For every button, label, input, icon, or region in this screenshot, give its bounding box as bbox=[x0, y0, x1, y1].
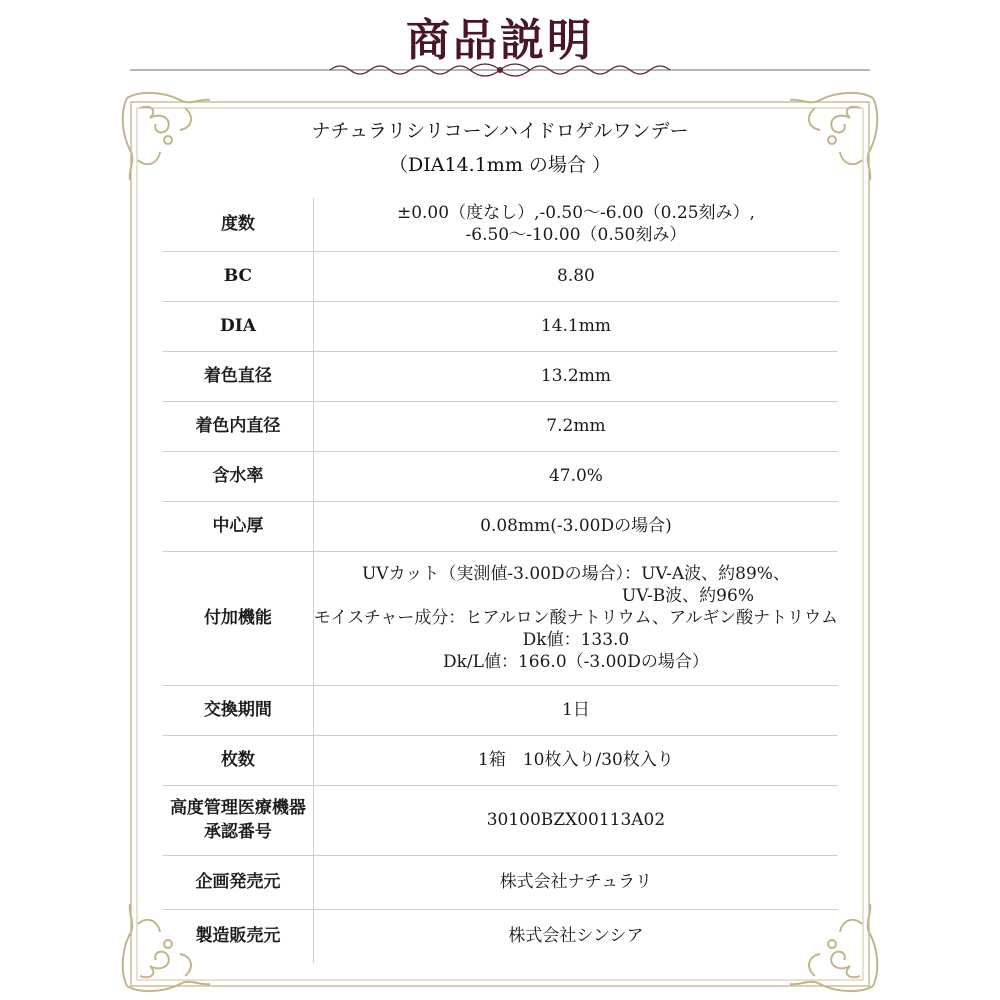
spec-row-replacement bbox=[163, 685, 838, 735]
spec-value: 30100BZX00113A02 bbox=[313, 785, 838, 855]
spec-label: 含水率 bbox=[163, 451, 313, 501]
spec-value: ±0.00（度なし）,-0.50〜-6.00（0.25刻み）, -6.50〜-10.00（0.50刻み） bbox=[396, 203, 755, 246]
spec-value: 13.2mm bbox=[313, 351, 838, 401]
product-heading bbox=[0, 114, 1000, 182]
spec-row-distributor bbox=[163, 855, 838, 909]
spec-value: 1日 bbox=[313, 685, 838, 735]
spec-value: 株式会社ナチュラリ bbox=[313, 855, 838, 909]
spec-row-bc bbox=[163, 251, 838, 301]
spec-row-inner-diameter bbox=[163, 401, 838, 451]
spec-value: 株式会社シンシア bbox=[313, 909, 838, 963]
spec-table bbox=[163, 198, 838, 963]
spec-label: 付加機能 bbox=[163, 551, 313, 685]
spec-label: 着色内直径 bbox=[163, 401, 313, 451]
spec-label: 製造販売元 bbox=[163, 909, 313, 963]
spec-label: BC bbox=[163, 251, 313, 301]
spec-row-center-thickness bbox=[163, 501, 838, 551]
spec-label: 企画発売元 bbox=[163, 855, 313, 909]
product-name: ナチュラリシリコーンハイドロゲルワンデー bbox=[311, 120, 689, 142]
spec-value: 7.2mm bbox=[313, 401, 838, 451]
spec-row-water-content bbox=[163, 451, 838, 501]
spec-value: 0.08mm(-3.00Dの場合) bbox=[313, 501, 838, 551]
spec-row-colored-diameter bbox=[163, 351, 838, 401]
spec-label: 枚数 bbox=[163, 735, 313, 785]
spec-row-approval-number bbox=[163, 785, 838, 855]
spec-label: 中心厚 bbox=[163, 501, 313, 551]
spec-label: 着色直径 bbox=[163, 351, 313, 401]
spec-label: 交換期間 bbox=[163, 685, 313, 735]
spec-row-manufacturer bbox=[163, 909, 838, 963]
spec-row-power bbox=[163, 198, 838, 251]
spec-value: 8.80 bbox=[313, 251, 838, 301]
spec-value: UVカット（実測値-3.00Dの場合）：UV-A波、約89%、 UV-B波、約96% モイスチャー成分：ヒアルロン酸ナトリウム、アルギン酸ナトリウム Dk値：133.0 Dk/L値：166.0（-3.00Dの場合） bbox=[313, 551, 838, 685]
spec-value: 47.0% bbox=[313, 451, 838, 501]
spec-row-features bbox=[163, 551, 838, 685]
spec-label: DIA bbox=[163, 301, 313, 351]
spec-value: 1箱 10枚入り/30枚入り bbox=[313, 735, 838, 785]
spec-row-dia bbox=[163, 301, 838, 351]
spec-label: 度数 bbox=[163, 198, 313, 251]
spec-value: 14.1mm bbox=[313, 301, 838, 351]
product-variant: （DIA14.1mm の場合 ） bbox=[389, 154, 611, 176]
spec-label: 高度管理医療機器 承認番号 bbox=[163, 785, 313, 855]
page-title: 商品説明 bbox=[406, 15, 594, 66]
spec-row-count bbox=[163, 735, 838, 785]
